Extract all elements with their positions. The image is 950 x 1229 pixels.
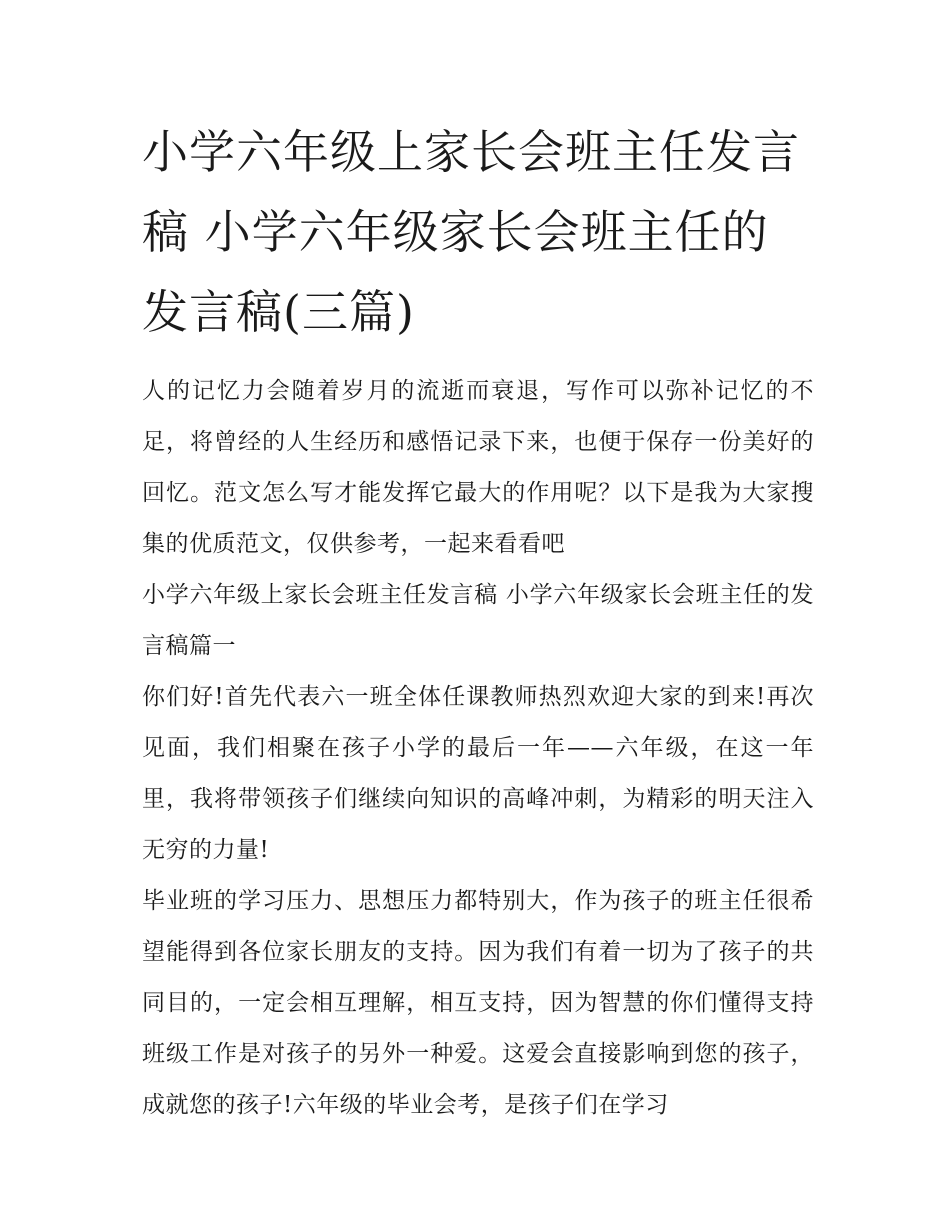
document-title: 小学六年级上家长会班主任发言稿 小学六年级家长会班主任的发言稿(三篇) — [142, 125, 800, 339]
intro-paragraph: 人的记忆力会随着岁月的流逝而衰退，写作可以弥补记忆的不足，将曾经的人生经历和感悟记录下来，也便于保存一份美好的回忆。范文怎么写才能发挥它最大的作用呢？以下是我为大家搜集的优质范文，仅供参考，一起来看看吧 — [142, 378, 814, 557]
section-heading: 小学六年级上家长会班主任发言稿 小学六年级家长会班主任的发言稿篇一 — [142, 582, 814, 659]
body-paragraph: 毕业班的学习压力、思想压力都特别大，作为孩子的班主任很希望能得到各位家长朋友的支持。因为我们有着一切为了孩子的共同目的，一定会相互理解，相互支持，因为智慧的你们懂得支持班级工作是对孩子的另外一种爱。这爱会直接影响到您的孩子，成就您的孩子!六年级的毕业会考，是孩子们在学习 — [142, 888, 814, 1118]
document-body — [142, 112, 814, 1131]
body-paragraph: 你们好!首先代表六一班全体任课教师热烈欢迎大家的到来!再次见面，我们相聚在孩子小学的最后一年——六年级，在这一年里，我将带领孩子们继续向知识的高峰冲刺，为精彩的明天注入无穷的力量! — [142, 684, 814, 863]
